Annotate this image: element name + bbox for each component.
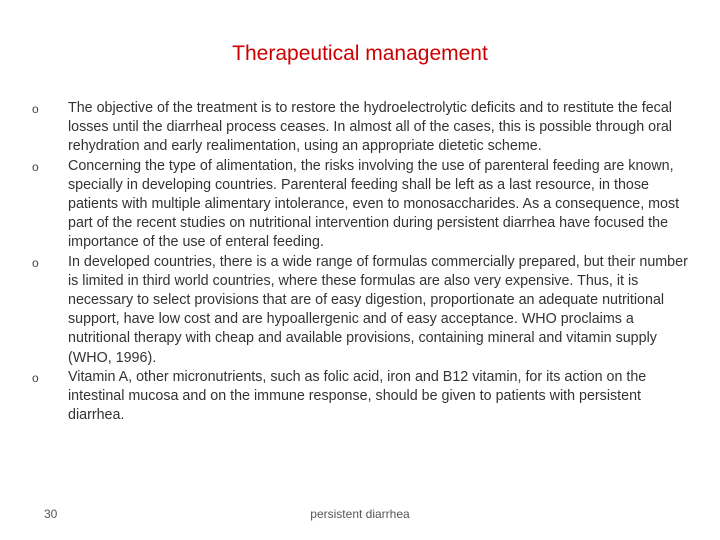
bullet-item <box>32 157 692 253</box>
bullet-text: Concerning the type of alimentation, the risks involving the use of parenteral feeding are known, specially in developing countries. Parenteral feeding shall be left as a last resource, in those patients with multiple alimentary intolerance, even to monosaccharides. As a consequence, most part of the recent studies on nutritional intervention during persistent diarrhea have focused the importance of the use of enteral feeding. <box>68 157 680 251</box>
bullet-item <box>32 368 692 426</box>
bullet-text: In developed countries, there is a wide range of formulas commercially prepared, but their number is limited in third world countries, where these formulas are also very expensive. Thus, it is necessary to select provisions that are of easy digestion, proportionate an adequate nutritional support, have low cost and are hypoallergenic and of easy acceptance. WHO proclaims a nutritional therapy with cheap and available provisions, containing mineral and vitamin supply (WHO, 1996). <box>68 253 688 366</box>
page-number: 30 <box>44 507 58 521</box>
bullet-list <box>32 99 692 425</box>
bullet-text: Vitamin A, other micronutrients, such as folic acid, iron and B12 vitamin, for its action on the intestinal mucosa and on the immune response, should be given to patients with persistent diarrhea. <box>68 368 647 424</box>
bullet-marker-icon: o <box>32 370 39 385</box>
bullet-marker-icon: o <box>32 255 39 270</box>
bullet-text: The objective of the treatment is to restore the hydroelectrolytic deficits and to restitute the fecal losses until the diarrheal process ceases. In almost all of the cases, this is possible through oral rehydration and early realimentation, using an appropriate dietetic scheme. <box>68 100 672 155</box>
slide-title: Therapeutical management <box>232 42 488 65</box>
footer-text: persistent diarrhea <box>310 507 410 521</box>
bullet-item <box>32 253 692 368</box>
bullet-item <box>32 99 692 157</box>
bullet-marker-icon: o <box>32 159 39 174</box>
bullet-marker-icon: o <box>32 102 39 116</box>
